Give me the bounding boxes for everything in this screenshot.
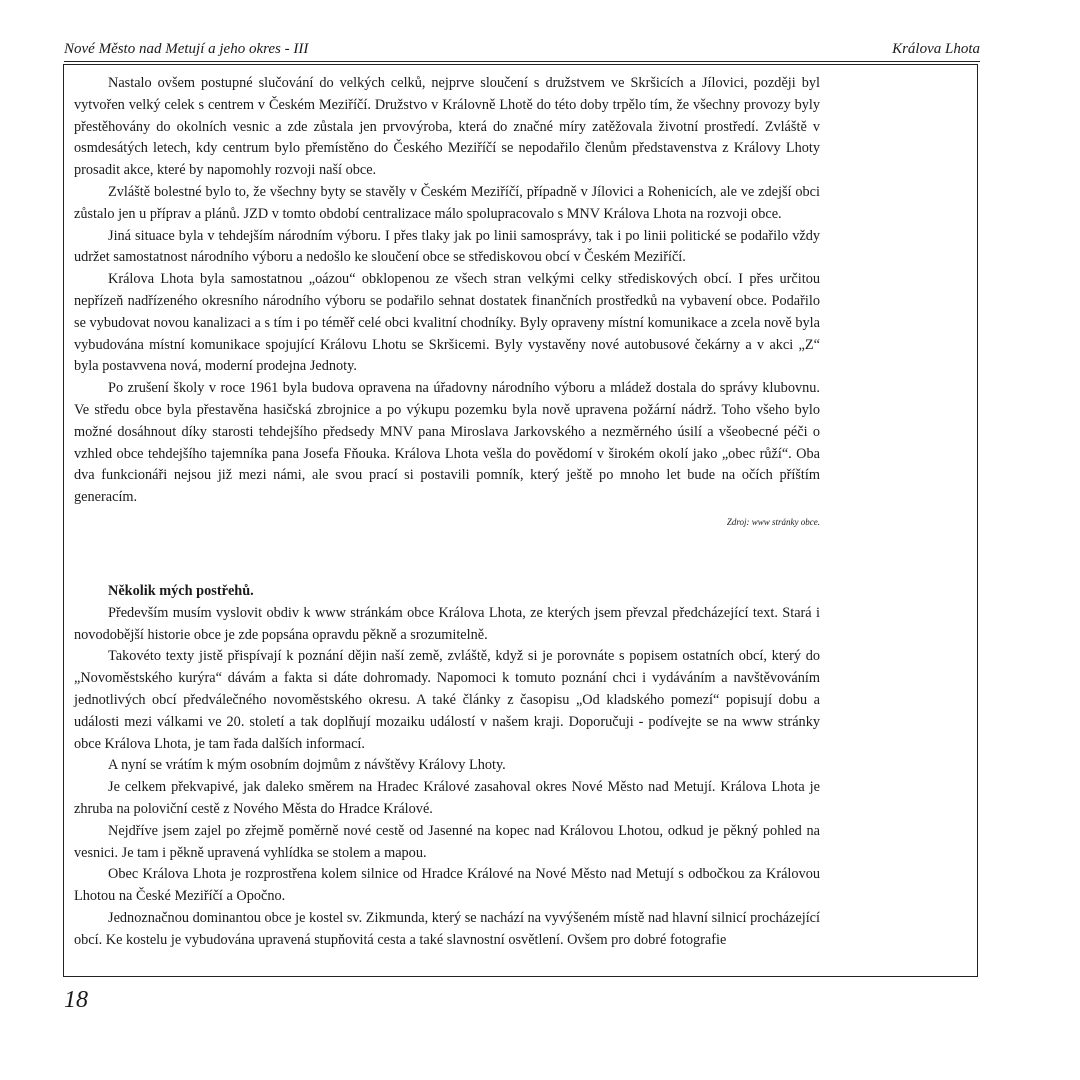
body-paragraph: Nastalo ovšem postupné slučování do velkých celků, nejprve sloučení s družstvem ve Skršicích a Jílovici, později byl vytvořen velký celek s centrem v Českém Meziříčí. Družstvo v Královně Lhotě do této doby trpělo tím, že všechny provozy byly přestěhovány do okolních vesnic a zde zůstala jen prvovýroba, která do značné míry zatěžovala životní prostředí. Zvláště v osmdesátých letech, kdy centrum bylo přemístěno do Českého Meziříčí se nepodařilo členům představenstva z Královy Lhoty prosadit akce, které by napomohly rozvoji naší obce.	[74, 75, 820, 179]
body-paragraph: Je celkem překvapivé, jak daleko směrem na Hradec Králové zasahoval okres Nové Město nad Metují. Králova Lhota je zhruba na poloviční cestě z Nového Města do Hradce Králové.	[74, 779, 820, 817]
body-paragraph: Především musím vyslovit obdiv k www stránkám obce Králova Lhota, ze kterých jsem převzal předcházející text. Stará i novodobější historie obce je zde popsána opravdu pěkně a srozumitelně.	[74, 604, 820, 643]
running-header	[64, 40, 980, 60]
body-paragraph: Jednoznačnou dominantou obce je kostel sv. Zikmunda, který se nachází na vyvýšeném místě nad hlavní silnicí procházející obcí. Ke kostelu je vybudována upravená stupňovitá cesta a také slavnostní osvětlení. Ovšem pro dobré fotografie	[74, 909, 820, 948]
body-paragraph: Takovéto texty jistě přispívají k poznání dějin naší země, zvláště, když si je porovnáte s popisem ostatních obcí, který do „Novoměstského kurýra“ dávám a fakta si dáte dohromady. Napomoci k tomuto poznání chci i vydáváním a navštěvováním jednotlivých obcí předválečného novoměstského okresu. A také články z časopisu „Od kladského pomezí“ popisují dobu a události mezi válkami ve 20. století a tak doplňují mozaiku událostí v našem kraji. Doporučuji - podívejte se na www stránky obce Králova Lhota, je tam řada dalších informací.	[74, 648, 820, 752]
section-heading: Několik mých postřehů.	[108, 582, 254, 599]
source-note: Zdroj: www stránky obce.	[726, 516, 820, 527]
body-paragraph: Nejdříve jsem zajel po zřejmě poměrně nové cestě od Jasenné na kopec nad Královou Lhotou, odkud je pěkný pohled na vesnici. Je tam i pěkně upravená vyhlídka se stolem a mapou.	[74, 822, 820, 861]
page-number: 18	[64, 987, 88, 1013]
body-paragraph: Jiná situace byla v tehdejším národním výboru. I přes tlaky jak po linii samosprávy, tak i po linii politické se podařilo vždy udržet samostatnost národního výboru a nedošlo ke sloučení obce se střediskovou obcí v Českém Meziříčí.	[74, 227, 820, 266]
body-paragraph: Po zrušení školy v roce 1961 byla budova opravena na úřadovny národního výboru a mládež dostala do správy klubovnu. Ve středu obce byla přestavěna hasičská zbrojnice a po výkupu pozemku byla nově upravena požární nádrž. Toho všeho bylo možné dosáhnout díky starosti tehdejšího předsedy MNV pana Miroslava Jarkovského a nezměrného úsilí a všeobecné péči o vzhled obce tehdejšího tajemníka pana Josefa Fňouka. Králova Lhota vešla do povědomí v širokém okolí jako „obec růží“. Oba dva funkcionáři nejsou již mezi námi, ale svou prací si postavili pomník, který ještě po mnoho let bude na očích příštím generacím.	[74, 380, 820, 506]
body-paragraph: Zvláště bolestné bylo to, že všechny byty se stavěly v Českém Meziříčí, případně v Jílovici a Rohenicích, ale ve zdejší obci zůstalo jen u příprav a plánů. JZD v tomto období centralizace málo spolupracovalo s MNV Králova Lhota na rozvoji obce.	[74, 183, 820, 222]
body-paragraph: Králova Lhota byla samostatnou „oázou“ obklopenou ze všech stran velkými celky střediskových obcí. I přes určitou nepřízeň nadřízeného okresního národního výboru se podařilo sehnat dostatek finančních prostředků na vybavení obce. Podařilo se vybudovat novou kanalizaci a s tím i po téměř celé obci kvalitní chodníky. Byly opraveny místní komunikace a zcela nově byla vybudována místní komunikace spojující Královu Lhotu se Skršicemi. Byly vystavěny nové autobusové čekárny a v akci „Z“ byla postavvena nová, moderní prodejna Jednoty.	[74, 271, 820, 375]
header-rule	[64, 61, 980, 62]
header-publication-title: Nové Město nad Metují a jeho okres - III	[64, 41, 309, 57]
body-paragraph: Obec Králova Lhota je rozprostřena kolem silnice od Hradce Králové na Nové Město nad Metují s odbočkou za Královou Lhotou na České Meziříčí a Opočno.	[74, 866, 820, 905]
body-paragraph: A nyní se vrátím k mým osobním dojmům z návštěvy Královy Lhoty.	[108, 757, 506, 774]
header-chapter-title: Králova Lhota	[892, 41, 980, 57]
page-content	[74, 73, 820, 951]
